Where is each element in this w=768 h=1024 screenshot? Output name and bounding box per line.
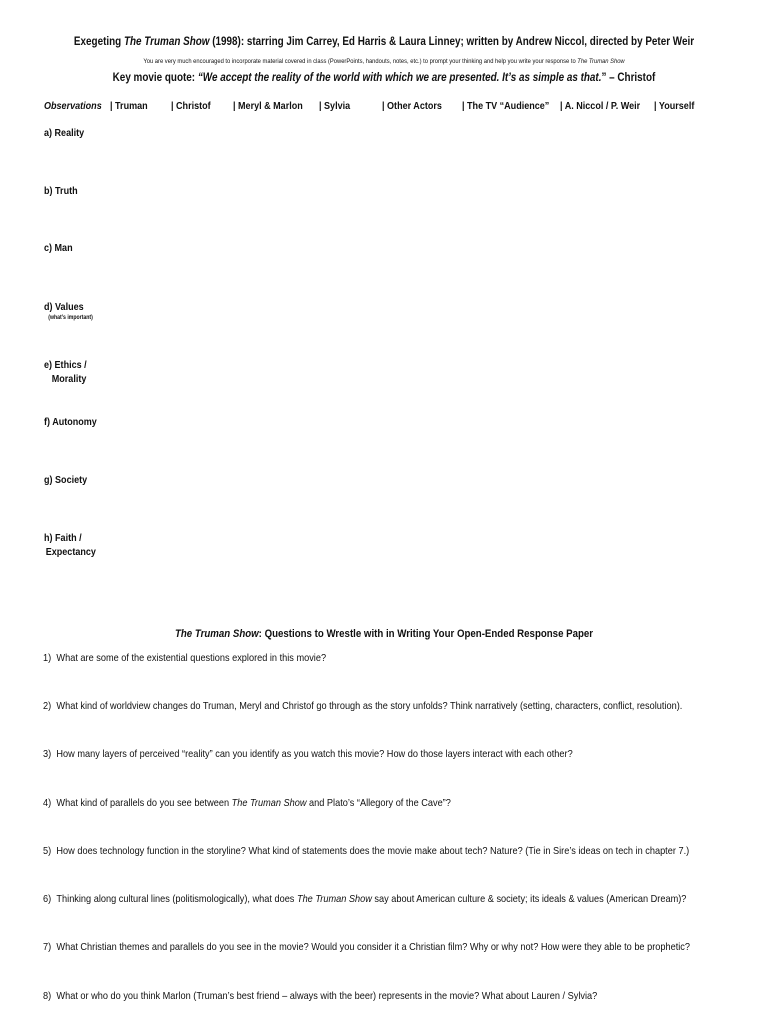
column-tv-audience: | The TV “Audience” xyxy=(462,100,550,112)
category-autonomy: f) Autonomy xyxy=(44,416,97,428)
category-values-note: (what’s important) xyxy=(48,315,93,321)
category-faith-expectancy: h) Faith / Expectancy xyxy=(44,532,96,558)
question-8: 8) What or who do you think Marlon (Truman’s best friend – always with the beer) represents in the movie? What about Lauren / Sylvia? xyxy=(43,990,598,1002)
category-truth: b) Truth xyxy=(44,185,78,197)
category-man: c) Man xyxy=(44,242,73,254)
category-society: g) Society xyxy=(44,474,88,486)
column-christof: | Christof xyxy=(171,100,211,112)
column-niccol-weir: | A. Niccol / P. Weir xyxy=(560,100,641,112)
question-1: 1) What are some of the existential questions explored in this movie? xyxy=(43,652,327,664)
question-4: 4) What kind of parallels do you see between The Truman Show and Plato’s “Allegory of the Cave”? xyxy=(43,797,451,809)
question-7: 7) What Christian themes and parallels do you see in the movie? Would you consider it a Christian film? Why or why not? How were they able to be prophetic? xyxy=(43,941,691,953)
category-reality: a) Reality xyxy=(44,127,85,139)
column-sylvia: | Sylvia xyxy=(319,100,351,112)
instruction-note: You are very much encouraged to incorporate material covered in class (PowerPoints, handouts, notes, etc.) to prompt your thinking and help you write your response to The Truman Show xyxy=(143,58,625,65)
column-truman: | Truman xyxy=(110,100,148,112)
question-5: 5) How does technology function in the storyline? What kind of statements does the movie make about tech? Nature? (Tie in Sire’s ideas on tech in chapter 7.) xyxy=(43,845,690,857)
question-6: 6) Thinking along cultural lines (politismologically), what does The Truman Show say about American culture & society; its ideals & values (American Dream)? xyxy=(43,893,687,905)
questions-section-title: The Truman Show: Questions to Wrestle with in Writing Your Open-Ended Response Paper xyxy=(174,628,594,640)
question-2: 2) What kind of worldview changes do Truman, Meryl and Christof go through as the story unfolds? Think narratively (setting, characters, conflict, resolution). xyxy=(43,700,683,712)
key-quote: Key movie quote: “We accept the reality of the world with which we are presented. It’s as simple as that.” – Christof xyxy=(112,72,656,84)
observations-header-row xyxy=(44,100,744,114)
document-title: Exegeting The Truman Show (1998): starring Jim Carrey, Ed Harris & Laura Linney; written by Andrew Niccol, directed by Peter Weir xyxy=(73,36,695,48)
category-values: d) Values (what’s important) xyxy=(44,301,93,321)
observations-label: Observations xyxy=(44,100,102,112)
category-ethics-morality: e) Ethics / Morality xyxy=(44,359,87,385)
column-other-actors: | Other Actors xyxy=(382,100,442,112)
column-yourself: | Yourself xyxy=(654,100,695,112)
question-3: 3) How many layers of perceived “reality” can you identify as you watch this movie? How do those layers interact with each other? xyxy=(43,748,573,760)
column-meryl-marlon: | Meryl & Marlon xyxy=(233,100,303,112)
